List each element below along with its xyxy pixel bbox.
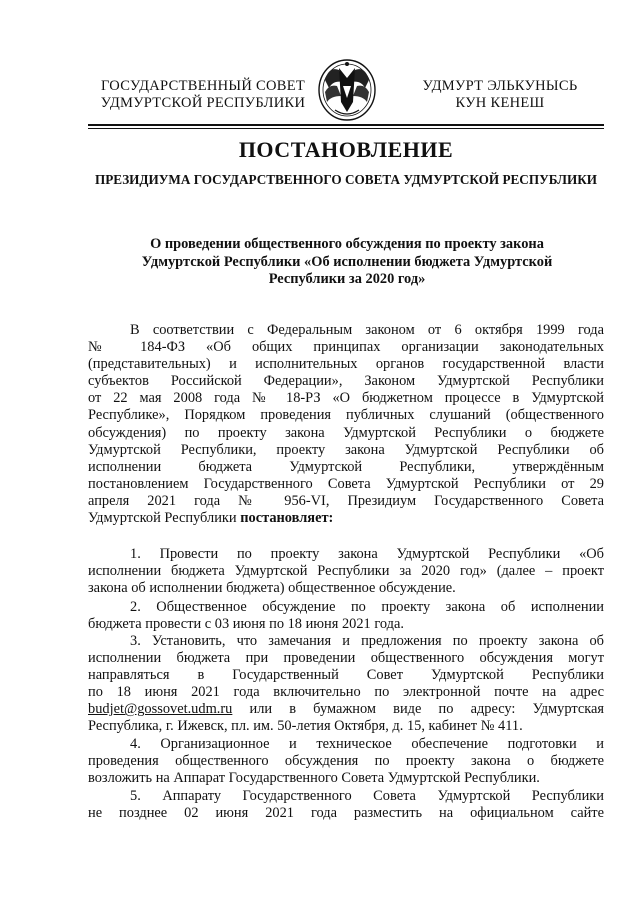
text-line: В соответствии с Федеральным законом от 6 октября 1999 года bbox=[130, 322, 604, 338]
header-right-line: УДМУРТ ЭЛЬКУНЫСЬ bbox=[422, 78, 578, 94]
text-line: исполнении бюджета при проведении общественного обсуждения могут bbox=[88, 650, 604, 667]
header-right-line: КУН КЕНЕШ bbox=[455, 95, 545, 111]
text-line: Удмуртской Республики, проекту закона Удмуртской Республики об bbox=[88, 441, 604, 458]
text-line: № 184-ФЗ «Об общих принципах организации законодательных bbox=[88, 339, 604, 356]
text-line: обсуждения) по проекту закона Удмуртской Республики о бюджете bbox=[88, 424, 604, 441]
text-line: апреля 2021 года № 956-VI, Президиум Государственного Совета bbox=[88, 492, 604, 509]
preamble-paragraph bbox=[88, 322, 604, 527]
text-line: 3. Установить, что замечания и предложения по проекту закона об bbox=[130, 633, 604, 649]
text-line: постановлением Государственного Совета Удмуртской Республики от 29 bbox=[88, 475, 604, 492]
text-line: от 22 мая 2008 года № 18-РЗ «О бюджетном процессе в Удмуртской bbox=[88, 390, 604, 407]
text-fragment: или в бумажном виде по адресу: Удмуртская bbox=[232, 701, 604, 718]
text-line: направляться в Государственный Совет Удмуртской Республики bbox=[88, 667, 604, 684]
text-line: не позднее 02 июня 2021 года разместить на официальном сайте bbox=[88, 805, 604, 822]
subject-line: О проведении общественного обсуждения по проекту закона bbox=[150, 236, 544, 252]
item-3 bbox=[88, 633, 604, 736]
header-left-line: УДМУРТСКОЙ РЕСПУБЛИКИ bbox=[100, 95, 306, 111]
text-line: Республика, г. Ижевск, пл. им. 50-летия Октября, д. 15, кабинет № 411. bbox=[88, 718, 523, 735]
item-2 bbox=[88, 599, 604, 633]
text-line: по 18 июня 2021 года включительно по электронной почте на адрес bbox=[88, 684, 604, 701]
text-line: 2. Общественное обсуждение по проекту закона об исполнении bbox=[130, 599, 604, 615]
text-line: Республике», Порядком проведения публичных слушаний (общественного bbox=[88, 407, 604, 424]
document-title: ПОСТАНОВЛЕНИЕ bbox=[238, 137, 454, 162]
text-line: бюджета провести с 03 июня по 18 июня 2021 года. bbox=[88, 616, 404, 633]
text-line: 4. Организационное и техническое обеспечение подготовки и bbox=[130, 736, 604, 752]
item-4 bbox=[88, 736, 604, 787]
header-left-line: ГОСУДАРСТВЕННЫЙ СОВЕТ bbox=[100, 78, 306, 94]
header-left bbox=[96, 78, 310, 112]
header-divider-thin bbox=[88, 128, 604, 129]
header-divider bbox=[88, 124, 604, 126]
text-line: закона об исполнении бюджета) общественное обсуждение. bbox=[88, 580, 456, 597]
document-subject bbox=[112, 236, 582, 289]
text-line: 1. Провести по проекту закона Удмуртской Республики «Об bbox=[130, 546, 604, 562]
subject-line: Удмуртской Республики «Об исполнении бюджета Удмуртской bbox=[141, 253, 553, 270]
text-fragment: Удмуртской Республики bbox=[88, 510, 241, 527]
item-1 bbox=[88, 546, 604, 597]
text-line: субъектов Российской Федерации», Законом Удмуртской Республики bbox=[88, 373, 604, 390]
text-line: (представительных) и исполнительных органов государственной власти bbox=[88, 356, 604, 373]
document-subtitle: ПРЕЗИДИУМА ГОСУДАРСТВЕННОГО СОВЕТА УДМУРТСКОЙ РЕСПУБЛИКИ bbox=[94, 172, 598, 187]
resolution-keyword: постановляет: bbox=[240, 510, 334, 527]
text-line: 5. Аппарату Государственного Совета Удмуртской Республики bbox=[130, 788, 604, 804]
coat-of-arms-icon bbox=[315, 56, 379, 122]
text-line bbox=[88, 701, 604, 718]
header-right bbox=[396, 78, 604, 112]
text-line: исполнении бюджета Удмуртской Республики, утверждённым bbox=[88, 458, 604, 475]
text-line: проведения общественного обсуждения по проекту закона о бюджете bbox=[88, 753, 604, 770]
subject-line: Республики за 2020 год» bbox=[268, 271, 426, 287]
text-line: исполнении бюджета Удмуртской Республики за 2020 год» (далее – проект bbox=[88, 563, 604, 580]
email-link[interactable]: budjet@gossovet.udm.ru bbox=[88, 701, 233, 718]
item-5 bbox=[88, 788, 604, 822]
text-line bbox=[88, 510, 604, 527]
text-line: возложить на Аппарат Государственного Совета Удмуртской Республики. bbox=[88, 770, 540, 787]
